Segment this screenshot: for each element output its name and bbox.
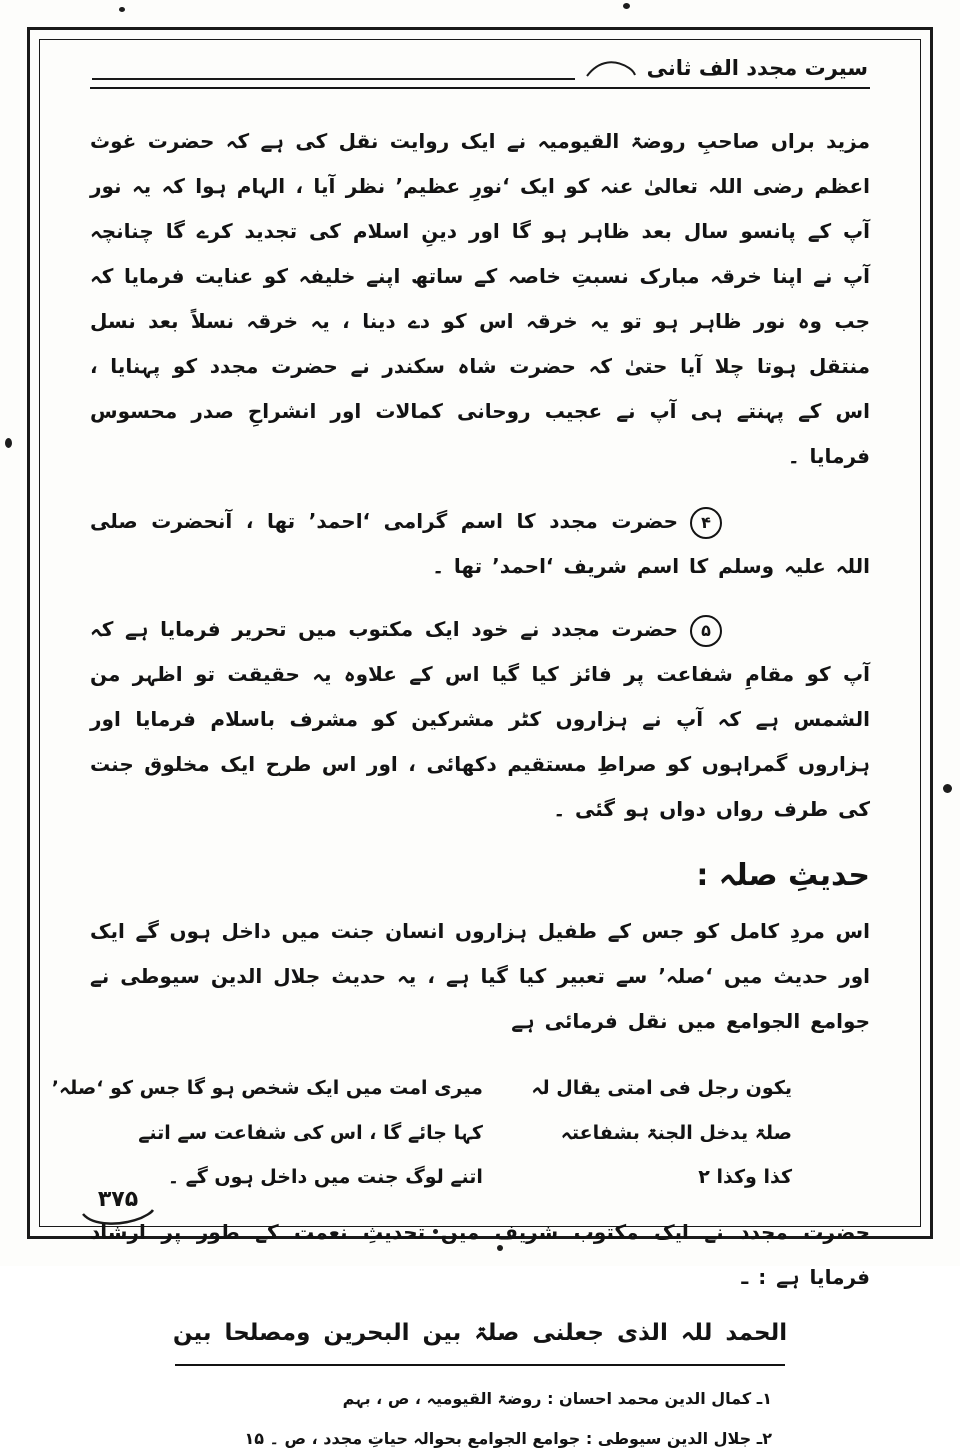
- hadith-block: [51, 1064, 870, 1202]
- item-4-text: حضرت مجدد کا اسم گرامی ‘احمد’ تھا ، آنحضرت صلی اللہ علیہ وسلم کا اسم شریف ‘احمد’ تھا ۔: [90, 509, 870, 578]
- hadith-arabic-column: [483, 1066, 792, 1200]
- arabic-quote: الحمد للہ الذی جعلنی صلۃ بین البحرین ومصلحا بین: [172, 1319, 788, 1346]
- item-4-number-badge: ۴: [690, 507, 722, 539]
- section-heading-hadith-sila: حدیثِ صلہ :: [696, 858, 870, 893]
- header-underline: [90, 87, 870, 89]
- hadith-urdu-line-1: میری امت میں ایک شخص ہو گا جس کو ‘صلہ’: [51, 1077, 483, 1099]
- scan-speck: [623, 3, 630, 9]
- paragraph-2: اس مردِ کامل کو جس کے طفیل ہزاروں انسان جنت میں داخل ہوں گے ایک اور حدیث میں ‘صلہ’ سے تعبیر کیا گیا ہے ، یہ حدیث جلال الدین سیوطی نے جوامع الجوامع میں نقل فرمائی ہے: [90, 919, 870, 1033]
- item-5-number-badge: ۵: [690, 615, 722, 647]
- footnote-separator-rule: [175, 1364, 785, 1366]
- hadith-translation-column: [52, 1066, 483, 1200]
- header-rule: [92, 68, 575, 80]
- hadith-arabic-line-2: صلۃ یدخل الجنۃ بشفاعتہ: [560, 1121, 792, 1144]
- page-content: [51, 46, 898, 1448]
- scan-speck: [5, 438, 12, 448]
- footnote-2: ۲ـ جلال الدین سیوطی : جوامع الجوامع بحوالہ حیاتِ مجدد ، ص ۔ ۱۵: [244, 1428, 772, 1448]
- paragraph-1: مزید براں صاحبِ روضۃ القیومیہ نے ایک روایت نقل کی ہے کہ حضرت غوث اعظم رضی اللہ تعالیٰ عنہ کو ایک ‘نورِ عظیم’ نظر آیا ، الہام ہوا کہ یہ نور آپ کے پانسو سال بعد ظاہر ہو گا اور دینِ اسلام کی تجدید کرے گا چنانچہ آپ نے اپنا خرقہ مبارک نسبتِ خاصہ کے ساتھ اپنے خلیفہ کو عنایت فرمایا کہ جب وہ نور ظاہر ہو تو یہ خرقہ اس کو دے دینا ، یہ خرقہ نسلاً بعد نسل منتقل ہوتا چلا آیا حتیٰ کہ حضرت شاہ سکندر نے حضرت مجدد کو پہنایا ، اس کے پہنتے ہی آپ نے عجیب روحانی کمالات اور انشراحِ صدر محسوس فرمایا ۔: [90, 129, 870, 468]
- page-header: [90, 50, 870, 84]
- numbered-item-5: [90, 607, 870, 832]
- hadith-urdu-line-2: کہا جائے گا ، اس کی شفاعت سے اتنے: [138, 1121, 483, 1144]
- book-title: سیرت مجدد الف ثانی: [646, 56, 868, 80]
- scan-speck: [119, 7, 125, 12]
- scan-speck: [943, 784, 952, 793]
- paragraph-3: حضرت مجدد نے ایک مکتوب شریف میں تحدیثِ نعمت کے طور پر ارشاد فرمایا ہے : ـ: [90, 1219, 870, 1289]
- numbered-item-4: [90, 499, 870, 589]
- footnote-1: ۱ـ کمال الدین محمد احسان : روضۃ القیومیہ ، ص ، بہم: [342, 1388, 772, 1408]
- footnotes-section: [90, 1382, 870, 1455]
- hadith-urdu-line-3: اتنے لوگ جنت میں داخل ہوں گے ۔: [167, 1166, 483, 1189]
- item-5-text: حضرت مجدد نے خود ایک مکتوب میں تحریر فرمایا ہے کہ آپ کو مقامِ شفاعت پر فائز کیا گیا اس کے علاوہ یہ حقیقت تو اظہر من الشمس ہے کہ آپ نے ہزاروں کٹر مشرکین کو مشرف باسلام فرمایا اور ہزاروں گمراہوں کو صراطِ مستقیم دکھائی ، اور اس طرح ایک مخلوق جنت کی طرف رواں دواں ہو گئی ۔: [90, 617, 870, 821]
- page-number: [78, 1187, 158, 1228]
- title-flourish-icon: [585, 58, 637, 80]
- hadith-arabic-line-3: کذا وکذا ۲: [698, 1166, 792, 1189]
- hadith-arabic-line-1: یکون رجل فی امتی یقال لہ: [531, 1077, 792, 1099]
- page-number-value: ۳۷۵: [97, 1187, 139, 1212]
